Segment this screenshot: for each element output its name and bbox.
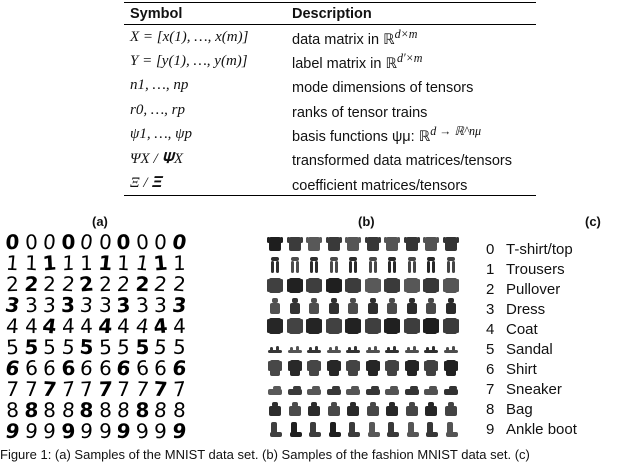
digit-sample: 5 bbox=[134, 335, 150, 359]
fashion-sample bbox=[365, 400, 381, 418]
fashion-sample bbox=[365, 235, 381, 253]
fashion-sample bbox=[287, 276, 303, 294]
digit-sample: 2 bbox=[78, 271, 95, 297]
digit-sample: 5 bbox=[60, 334, 76, 360]
digit-sample: 5 bbox=[98, 334, 112, 360]
digit-sample: 4 bbox=[79, 313, 94, 339]
digit-sample: 7 bbox=[79, 376, 94, 402]
fashion-sample bbox=[306, 276, 322, 294]
fashion-sample bbox=[423, 400, 439, 418]
digit-sample: 4 bbox=[96, 314, 114, 338]
fashion-sample bbox=[287, 420, 303, 438]
fashion-sample bbox=[326, 359, 342, 377]
fashion-sample bbox=[287, 256, 303, 274]
digit-sample: 9 bbox=[170, 418, 188, 444]
fashion-sample bbox=[404, 297, 420, 315]
fashion-sample bbox=[287, 317, 303, 335]
fashion-sample bbox=[326, 256, 342, 274]
fashion-sample bbox=[306, 317, 322, 335]
fashion-sample bbox=[404, 276, 420, 294]
fashion-sample bbox=[287, 338, 303, 356]
digit-sample: 5 bbox=[23, 334, 39, 360]
digit-sample: 8 bbox=[152, 397, 169, 423]
fashion-sample bbox=[404, 235, 420, 253]
fashion-sample bbox=[326, 400, 342, 418]
digit-sample: 4 bbox=[152, 313, 169, 339]
list-item: 6 Shirt bbox=[486, 361, 537, 378]
fashion-sample bbox=[384, 359, 400, 377]
digit-sample: 3 bbox=[98, 292, 112, 318]
fashion-sample bbox=[384, 235, 400, 253]
fashion-sample bbox=[306, 256, 322, 274]
fashion-sample bbox=[345, 379, 361, 397]
fashion-mnist-grid bbox=[267, 235, 467, 441]
digit-sample: 8 bbox=[23, 397, 39, 423]
table-row bbox=[124, 171, 536, 196]
digit-sample: 9 bbox=[23, 418, 39, 444]
description-cell: coefficient matrices/tensors bbox=[286, 171, 536, 196]
digit-sample: 4 bbox=[61, 313, 75, 339]
fashion-sample bbox=[326, 317, 342, 335]
digit-sample: 7 bbox=[97, 376, 113, 402]
symbol-cell: n1, …, np bbox=[130, 77, 189, 94]
fashion-sample bbox=[443, 420, 459, 438]
digit-sample: 4 bbox=[133, 313, 151, 339]
fashion-sample bbox=[404, 338, 420, 356]
description-cell: ranks of tensor trains bbox=[292, 104, 428, 121]
digit-sample: 9 bbox=[134, 418, 150, 444]
digit-sample: 1 bbox=[5, 250, 20, 276]
panel-c-label: (c) bbox=[585, 214, 601, 229]
fashion-sample bbox=[384, 317, 400, 335]
list-item: 3 Dress bbox=[486, 301, 546, 318]
fashion-sample bbox=[267, 297, 283, 315]
digit-sample: 1 bbox=[80, 250, 93, 276]
digit-sample: 3 bbox=[42, 292, 57, 318]
digit-sample: 8 bbox=[79, 397, 94, 423]
figure-caption: Figure 1: (a) Samples of the MNIST data set. (b) Samples of the fashion MNIST data set. (c) bbox=[0, 447, 530, 462]
fashion-sample bbox=[345, 235, 361, 253]
digit-sample: 9 bbox=[42, 418, 57, 444]
digit-sample: 1 bbox=[116, 250, 131, 276]
digit-sample: 1 bbox=[61, 250, 75, 276]
fashion-sample bbox=[287, 379, 303, 397]
fashion-sample bbox=[404, 317, 420, 335]
fashion-sample bbox=[306, 420, 322, 438]
fashion-sample bbox=[404, 400, 420, 418]
fashion-sample bbox=[365, 338, 381, 356]
fashion-sample bbox=[326, 420, 342, 438]
digit-sample: 6 bbox=[79, 355, 94, 381]
class-list bbox=[486, 240, 577, 440]
fashion-sample bbox=[404, 420, 420, 438]
digit-sample: 2 bbox=[152, 271, 169, 297]
fashion-sample bbox=[326, 276, 342, 294]
digit-sample: 2 bbox=[60, 271, 76, 297]
fashion-sample bbox=[326, 235, 342, 253]
digit-sample: 2 bbox=[116, 271, 131, 297]
digit-sample: 5 bbox=[152, 334, 169, 360]
fashion-sample bbox=[306, 400, 322, 418]
digit-sample: 8 bbox=[98, 397, 112, 423]
symbol-cell: Y = [y(1), …, y(m)] bbox=[130, 52, 248, 69]
digit-sample: 7 bbox=[134, 376, 150, 402]
table-row bbox=[124, 49, 536, 73]
description-cell: label matrix in ℝ$^{d'\times m}$ bbox=[292, 51, 423, 72]
digit-sample: 9 bbox=[153, 418, 168, 444]
fashion-sample bbox=[306, 297, 322, 315]
digit-sample: 0 bbox=[78, 229, 95, 255]
fashion-sample bbox=[345, 338, 361, 356]
fashion-sample bbox=[443, 235, 459, 253]
fashion-sample bbox=[267, 379, 283, 397]
fashion-sample bbox=[287, 359, 303, 377]
table-row bbox=[124, 98, 536, 122]
digit-sample: 2 bbox=[98, 271, 112, 297]
digit-sample: 1 bbox=[96, 250, 114, 276]
description-cell: data matrix in ℝ$^{d\times m}$ bbox=[292, 26, 418, 48]
digit-sample: 7 bbox=[24, 376, 38, 402]
digit-sample: 6 bbox=[3, 355, 22, 381]
fashion-sample bbox=[404, 379, 420, 397]
digit-sample: 5 bbox=[116, 334, 131, 360]
digit-sample: 7 bbox=[116, 376, 131, 402]
description-cell: transformed data matrices/tensors bbox=[292, 153, 513, 170]
fashion-sample bbox=[306, 359, 322, 377]
digit-sample: 2 bbox=[134, 271, 150, 297]
fashion-sample bbox=[345, 359, 361, 377]
table-row bbox=[124, 122, 536, 146]
digit-sample: 5 bbox=[5, 334, 20, 360]
fashion-sample bbox=[384, 256, 400, 274]
list-item: 9 Ankle boot bbox=[486, 421, 577, 438]
fashion-sample bbox=[365, 317, 381, 335]
digit-sample: 7 bbox=[5, 377, 20, 401]
fashion-sample bbox=[306, 338, 322, 356]
fashion-sample bbox=[443, 359, 459, 377]
digit-sample: 8 bbox=[172, 397, 186, 423]
digit-sample: 5 bbox=[43, 334, 56, 360]
fashion-sample bbox=[423, 338, 439, 356]
symbol-cell: Ξ / 𝚵 bbox=[124, 171, 286, 196]
digit-sample: 8 bbox=[60, 397, 76, 423]
panel-b-label: (b) bbox=[358, 214, 375, 229]
digit-sample: 0 bbox=[42, 229, 57, 255]
fashion-sample bbox=[287, 400, 303, 418]
fashion-sample bbox=[267, 420, 283, 438]
list-item: 0 T-shirt/top bbox=[486, 241, 573, 258]
digit-sample: 0 bbox=[60, 229, 76, 255]
fashion-sample bbox=[365, 420, 381, 438]
fashion-sample bbox=[306, 379, 322, 397]
fashion-sample bbox=[384, 400, 400, 418]
digit-sample: 9 bbox=[115, 418, 132, 444]
table-row bbox=[124, 25, 536, 50]
digit-sample: 8 bbox=[116, 397, 131, 423]
digit-sample: 0 bbox=[170, 229, 188, 255]
fashion-sample bbox=[326, 379, 342, 397]
fashion-sample bbox=[267, 317, 283, 335]
digit-sample: 6 bbox=[114, 355, 133, 381]
fashion-sample bbox=[345, 400, 361, 418]
symbol-cell: X = [x(1), …, x(m)] bbox=[130, 28, 249, 45]
fashion-sample bbox=[384, 276, 400, 294]
digit-sample: 6 bbox=[134, 355, 150, 381]
fashion-sample bbox=[267, 256, 283, 274]
digit-sample: 3 bbox=[3, 292, 22, 318]
list-item: 1 Trousers bbox=[486, 261, 565, 278]
digit-sample: 9 bbox=[3, 418, 22, 444]
table-header-row bbox=[124, 3, 536, 25]
fashion-sample bbox=[404, 359, 420, 377]
fashion-sample bbox=[287, 235, 303, 253]
digit-sample: 9 bbox=[98, 418, 112, 444]
digit-sample: 9 bbox=[79, 419, 94, 443]
symbol-cell: ψ1, …, ψp bbox=[130, 125, 192, 142]
digit-sample: 1 bbox=[24, 250, 38, 276]
fashion-sample bbox=[365, 256, 381, 274]
fashion-sample bbox=[443, 338, 459, 356]
fashion-sample bbox=[423, 256, 439, 274]
fashion-sample bbox=[365, 297, 381, 315]
fashion-sample bbox=[423, 420, 439, 438]
fashion-sample bbox=[443, 317, 459, 335]
fashion-sample bbox=[287, 297, 303, 315]
description-cell: mode dimensions of tensors bbox=[292, 80, 474, 97]
digit-sample: 0 bbox=[24, 229, 38, 255]
digit-sample: 6 bbox=[42, 355, 57, 381]
digit-sample: 4 bbox=[172, 313, 186, 339]
digit-sample: 8 bbox=[5, 397, 20, 423]
fashion-sample bbox=[423, 235, 439, 253]
table-row bbox=[124, 146, 536, 170]
digit-sample: 5 bbox=[171, 334, 187, 360]
digit-sample: 0 bbox=[134, 229, 150, 255]
digit-sample: 0 bbox=[116, 229, 131, 255]
symbol-cell: ΨX / 𝚿X bbox=[130, 150, 184, 167]
fashion-sample bbox=[267, 400, 283, 418]
digit-sample: 0 bbox=[5, 229, 20, 255]
fashion-sample bbox=[423, 317, 439, 335]
fashion-sample bbox=[365, 276, 381, 294]
digit-sample: 2 bbox=[5, 271, 20, 297]
digit-sample: 9 bbox=[60, 418, 76, 444]
fashion-sample bbox=[345, 420, 361, 438]
digit-sample: 1 bbox=[41, 250, 58, 276]
digit-sample: 5 bbox=[78, 334, 95, 360]
digit-sample: 7 bbox=[41, 376, 58, 402]
fashion-sample bbox=[306, 235, 322, 253]
fashion-sample bbox=[365, 359, 381, 377]
digit-sample: 7 bbox=[152, 376, 169, 402]
fashion-sample bbox=[423, 297, 439, 315]
fashion-sample bbox=[384, 297, 400, 315]
digit-sample: 6 bbox=[60, 355, 76, 381]
description-header: Description bbox=[286, 3, 536, 25]
digit-sample: 3 bbox=[24, 292, 38, 318]
digit-sample: 3 bbox=[134, 292, 150, 318]
fashion-sample bbox=[267, 338, 283, 356]
fashion-sample bbox=[384, 338, 400, 356]
list-item: 5 Sandal bbox=[486, 341, 553, 358]
digit-sample: 8 bbox=[135, 397, 149, 423]
digit-sample: 7 bbox=[172, 376, 186, 402]
panel-a-label: (a) bbox=[92, 214, 108, 229]
list-item: 8 Bag bbox=[486, 401, 533, 418]
fashion-sample bbox=[443, 379, 459, 397]
fashion-sample bbox=[423, 359, 439, 377]
digit-sample: 6 bbox=[23, 355, 39, 381]
table-row bbox=[124, 74, 536, 98]
digit-sample: 0 bbox=[97, 229, 113, 255]
digit-sample: 2 bbox=[23, 272, 39, 296]
list-item: 2 Pullover bbox=[486, 281, 561, 298]
digit-sample: 7 bbox=[61, 376, 75, 402]
digit-sample: 4 bbox=[5, 313, 20, 339]
digit-sample: 6 bbox=[98, 355, 112, 381]
digit-sample: 3 bbox=[61, 293, 75, 317]
symbol-header: Symbol bbox=[124, 3, 286, 25]
fashion-sample bbox=[345, 297, 361, 315]
digit-sample: 1 bbox=[152, 250, 169, 276]
fashion-sample bbox=[384, 379, 400, 397]
fashion-sample bbox=[443, 297, 459, 315]
fashion-sample bbox=[326, 297, 342, 315]
digit-sample: 3 bbox=[116, 292, 131, 318]
digit-sample: 1 bbox=[172, 250, 186, 276]
digit-sample: 4 bbox=[41, 313, 58, 339]
mnist-digit-grid bbox=[0, 229, 196, 444]
fashion-sample bbox=[404, 256, 420, 274]
digit-sample: 4 bbox=[116, 313, 131, 339]
list-item: 4 Coat bbox=[486, 321, 538, 338]
digit-sample: 2 bbox=[171, 271, 187, 297]
symbol-cell: r0, …, rp bbox=[130, 101, 186, 118]
fashion-sample bbox=[423, 379, 439, 397]
digit-sample: 4 bbox=[24, 313, 38, 339]
fashion-sample bbox=[267, 359, 283, 377]
fashion-sample bbox=[267, 276, 283, 294]
digit-sample: 0 bbox=[153, 230, 168, 254]
fashion-sample bbox=[384, 420, 400, 438]
digit-sample: 3 bbox=[170, 292, 188, 318]
digit-sample: 8 bbox=[42, 398, 57, 422]
digit-sample: 3 bbox=[78, 292, 95, 318]
fashion-sample bbox=[345, 256, 361, 274]
list-item: 7 Sneaker bbox=[486, 381, 562, 398]
fashion-sample bbox=[345, 317, 361, 335]
fashion-sample bbox=[345, 276, 361, 294]
notation-table bbox=[124, 2, 536, 196]
digit-sample: 3 bbox=[153, 292, 168, 318]
fashion-sample bbox=[423, 276, 439, 294]
digit-sample: 6 bbox=[170, 356, 188, 380]
fashion-sample bbox=[267, 235, 283, 253]
fashion-sample bbox=[443, 256, 459, 274]
fashion-sample bbox=[326, 338, 342, 356]
fashion-sample bbox=[365, 379, 381, 397]
fashion-sample bbox=[443, 276, 459, 294]
fashion-sample bbox=[443, 400, 459, 418]
description-cell: basis functions ψμ: ℝ$^{d \to ℝ\^{}n\mu}$ bbox=[292, 123, 482, 145]
digit-sample: 2 bbox=[42, 271, 57, 297]
digit-sample: 1 bbox=[133, 250, 151, 276]
digit-sample: 6 bbox=[154, 355, 167, 381]
